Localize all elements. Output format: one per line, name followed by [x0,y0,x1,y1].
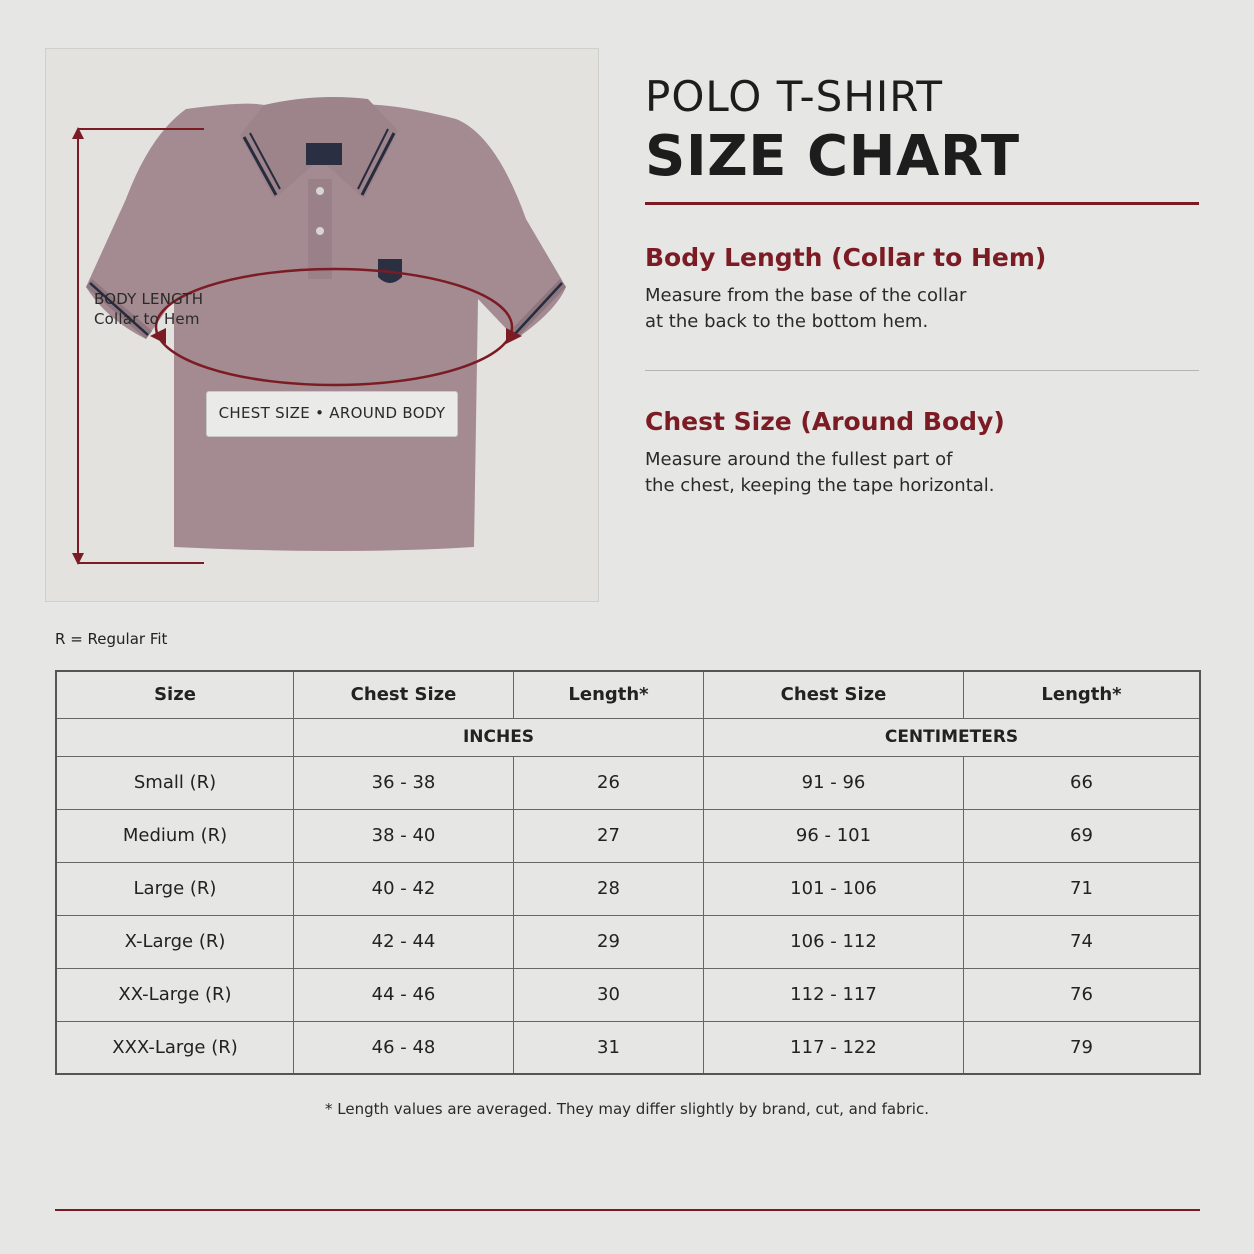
size-cell: XX-Large (R) [56,968,294,1021]
chest-cm-cell: 112 - 117 [704,968,964,1021]
size-cell: Large (R) [56,862,294,915]
unit-blank-cell [56,718,294,756]
chest-in-cell: 42 - 44 [294,915,514,968]
length-cm-cell: 66 [964,756,1201,809]
chest-in-cell: 40 - 42 [294,862,514,915]
header-chest-inches: Chest Size [294,671,514,718]
title-divider [645,202,1199,205]
chest-cm-cell: 101 - 106 [704,862,964,915]
body-length-heading: Body Length (Collar to Hem) [645,243,1047,272]
length-cm-cell: 74 [964,915,1201,968]
chest-in-cell: 38 - 40 [294,809,514,862]
bottom-divider [55,1209,1200,1211]
length-footnote: * Length values are averaged. They may differ slightly by brand, cut, and fabric. [325,1100,929,1118]
table-row [56,862,1200,915]
chest-in-cell: 36 - 38 [294,756,514,809]
length-in-cell: 28 [514,862,704,915]
table-header-row [56,671,1200,718]
chest-size-description-line: the chest, keeping the tape horizontal. [645,475,995,496]
unit-centimeters: CENTIMETERS [704,718,1201,756]
chest-cm-cell: 91 - 96 [704,756,964,809]
length-in-cell: 27 [514,809,704,862]
table-row [56,968,1200,1021]
table-row [56,915,1200,968]
length-in-cell: 29 [514,915,704,968]
chest-in-cell: 46 - 48 [294,1021,514,1074]
body-length-description-line: at the back to the bottom hem. [645,311,929,332]
length-in-cell: 26 [514,756,704,809]
size-cell: XXX-Large (R) [56,1021,294,1074]
table-row [56,756,1200,809]
fit-legend: R = Regular Fit [55,630,168,648]
body-length-label-subtitle: Collar to Hem [94,310,200,328]
table-row [56,809,1200,862]
chest-cm-cell: 96 - 101 [704,809,964,862]
table-row [56,1021,1200,1074]
chest-size-heading: Chest Size (Around Body) [645,407,1005,436]
size-cell: Small (R) [56,756,294,809]
chest-in-cell: 44 - 46 [294,968,514,1021]
body-length-label [94,289,203,329]
chest-size-description-line: Measure around the fullest part of [645,449,953,470]
length-cm-cell: 79 [964,1021,1201,1074]
body-length-description [645,283,1005,335]
page-title: SIZE CHART [645,124,1020,189]
unit-inches: INCHES [294,718,704,756]
header-size: Size [56,671,294,718]
header-length-inches: Length* [514,671,704,718]
chest-size-label: CHEST SIZE • AROUND BODY [206,391,458,437]
body-length-label-title: BODY LENGTH [94,290,204,308]
table-unit-row [56,718,1200,756]
chest-size-description [645,447,1005,499]
body-length-description-line: Measure from the base of the collar [645,285,967,306]
size-table [55,670,1201,1075]
length-in-cell: 31 [514,1021,704,1074]
header-length-cm: Length* [964,671,1201,718]
length-cm-cell: 76 [964,968,1201,1021]
product-type-title: POLO T-SHIRT [645,72,944,121]
size-cell: Medium (R) [56,809,294,862]
length-in-cell: 30 [514,968,704,1021]
chest-cm-cell: 117 - 122 [704,1021,964,1074]
length-cm-cell: 71 [964,862,1201,915]
header-chest-cm: Chest Size [704,671,964,718]
length-cm-cell: 69 [964,809,1201,862]
size-cell: X-Large (R) [56,915,294,968]
section-divider [645,370,1199,371]
product-image-panel [45,48,599,602]
chest-cm-cell: 106 - 112 [704,915,964,968]
